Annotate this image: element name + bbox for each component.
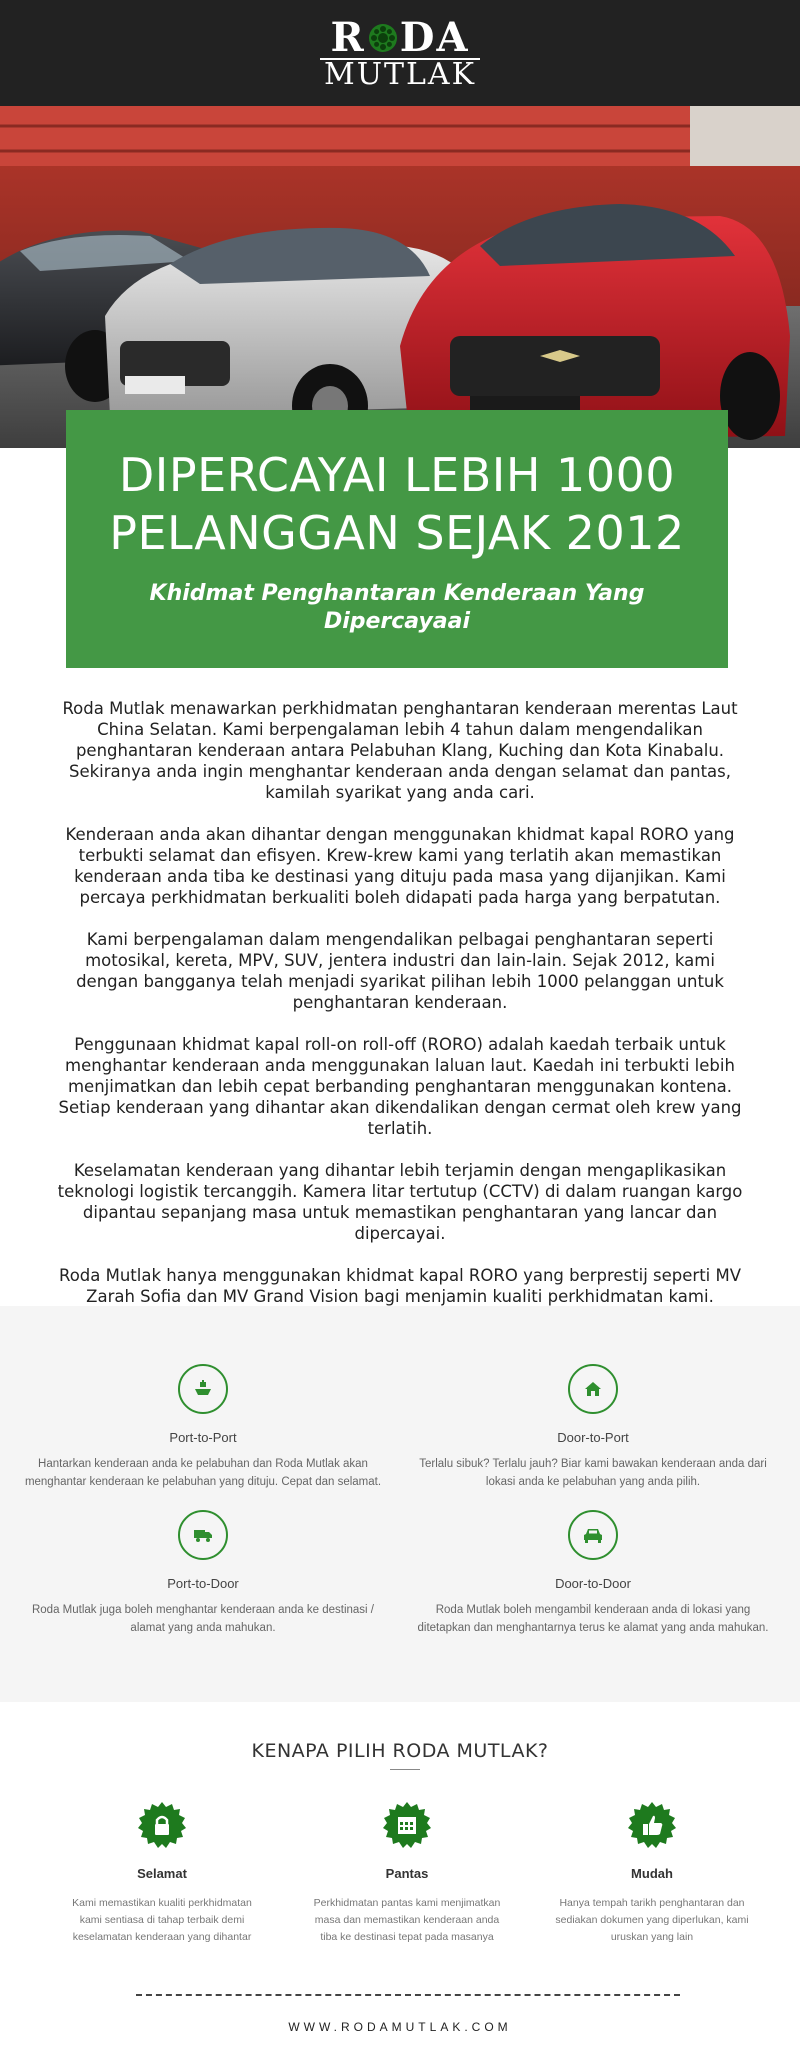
divider	[136, 1994, 680, 1996]
hero-image	[0, 106, 800, 448]
service-port-to-door[interactable]	[8, 1510, 398, 1637]
hero-banner	[66, 410, 728, 668]
feature-desc: Perkhidmatan pantas kami menjimatkan masa dan memastikan kenderaan anda tiba ke destinasi tepat pada masanya	[313, 1897, 501, 1943]
feature-mudah	[552, 1802, 752, 1946]
banner-title-line2: PELANGGAN SEJAK 2012	[109, 506, 685, 560]
intro-paragraph: Keselamatan kenderaan yang dihantar lebih terjamin dengan mengaplikasikan teknologi logistik tercanggih. Kamera litar tertutup (CCTV) di dalam ruangan kargo dipantau sepanjang masa untuk memastikan penghantaran yang lancar dan dipercayai.	[57, 1161, 743, 1243]
footer-website-link[interactable]: WWW.RODAMUTLAK.COM	[288, 2020, 512, 2034]
feature-title: Mudah	[631, 1866, 673, 1881]
feature-title: Pantas	[385, 1866, 429, 1881]
feature-desc: Kami memastikan kualiti perkhidmatan kami sentiasa di tahap terbaik demi keselamatan kenderaan yang dihantar	[72, 1897, 252, 1943]
ship-icon	[178, 1364, 228, 1414]
service-title: Port-to-Door	[167, 1576, 239, 1591]
logo-subtitle: MUTLAK	[320, 58, 480, 90]
feature-title: Selamat	[137, 1866, 187, 1881]
banner-title-line1: DIPERCAYAI LEBIH 1000	[118, 448, 676, 502]
service-desc: Roda Mutlak boleh mengambil kenderaan anda di lokasi yang ditetapkan dan menghantarnya terus ke alamat yang anda mahukan.	[417, 1604, 769, 1634]
site-header	[0, 0, 800, 106]
thumbs-up-icon	[628, 1802, 676, 1850]
service-desc: Terlalu sibuk? Terlalu jauh? Biar kami bawakan kenderaan anda dari lokasi anda ke pelabuhan yang anda pilih.	[419, 1458, 767, 1488]
wheel-icon	[368, 23, 398, 53]
feature-selamat	[62, 1802, 262, 1946]
intro-paragraph: Kami berpengalaman dalam mengendalikan pelbagai penghantaran seperti motosikal, kereta, MPV, SUV, jentera industri dan lain-lain. Sejak 2012, kami dengan bangganya telah menjadi syarikat pilihan lebih 1000 pelanggan untuk penghantaran kenderaan.	[76, 930, 724, 1012]
banner-title	[66, 446, 728, 562]
lock-icon	[138, 1802, 186, 1850]
intro-paragraph: Roda Mutlak hanya menggunakan khidmat kapal RORO yang berprestij seperti MV Zarah Sofia dan MV Grand Vision bagi menjamin kualiti perkhidmatan kami.	[58, 1266, 742, 1306]
home-icon	[568, 1364, 618, 1414]
service-title: Port-to-Port	[169, 1430, 237, 1445]
services-section	[0, 1306, 800, 1702]
service-title: Door-to-Port	[557, 1430, 629, 1445]
service-desc: Hantarkan kenderaan anda ke pelabuhan dan Roda Mutlak akan menghantar kenderaan ke pelabuhan yang dituju. Cepat dan selamat.	[24, 1458, 382, 1488]
truck-icon	[178, 1510, 228, 1560]
service-desc: Roda Mutlak juga boleh menghantar kenderaan anda ke destinasi / alamat yang anda mahukan.	[31, 1604, 375, 1634]
logo-letter-r: R	[330, 14, 366, 61]
logo-letters-da: DA	[399, 14, 470, 61]
intro-text	[52, 698, 748, 1370]
feature-pantas	[307, 1802, 507, 1946]
banner-subtitle: Khidmat Penghantaran Kenderaan Yang Dipercayaai	[149, 581, 645, 634]
title-underline	[390, 1769, 420, 1770]
intro-paragraph: Penggunaan khidmat kapal roll-on roll-off (RORO) adalah kaedah terbaik untuk menghantar kenderaan anda menggunakan laluan laut. Kaedah ini terbukti lebih menjimatkan dan lebih cepat berbanding penghantaran menggunakan kontena. Setiap kenderaan yang dihantar akan dikendalikan dengan cermat oleh krew yang terlatih.	[58, 1035, 742, 1138]
feature-desc: Hanya tempah tarikh penghantaran dan sediakan dokumen yang diperlukan, kami uruskan yang lain	[555, 1897, 749, 1943]
service-door-to-door[interactable]	[398, 1510, 788, 1637]
why-title: KENAPA PILIH RODA MUTLAK?	[251, 1740, 549, 1762]
service-door-to-port[interactable]	[398, 1364, 788, 1491]
intro-paragraph: Kenderaan anda akan dihantar dengan menggunakan khidmat kapal RORO yang terbukti selamat dan efisyen. Krew-krew kami yang terlatih akan memastikan kenderaan anda tiba ke destinasi yang dituju pada masa yang dijanjikan. Kami percaya perkhidmatan berkualiti boleh didapati pada harga yang berpatutan.	[65, 825, 735, 907]
service-title: Door-to-Door	[555, 1576, 631, 1591]
car-icon	[568, 1510, 618, 1560]
intro-paragraph: Roda Mutlak menawarkan perkhidmatan penghantaran kenderaan merentas Laut China Selatan. Kami berpengalaman lebih 4 tahun dalam mengendalikan penghantaran kenderaan antara Pelabuhan Klang, Kuching dan Kota Kinabalu. Sekiranya anda ingin menghantar kenderaan anda dengan selamat dan pantas, kamilah syarikat yang anda cari.	[62, 699, 738, 802]
logo[interactable]	[0, 14, 800, 92]
calendar-icon	[383, 1802, 431, 1850]
service-port-to-port[interactable]	[8, 1364, 398, 1491]
